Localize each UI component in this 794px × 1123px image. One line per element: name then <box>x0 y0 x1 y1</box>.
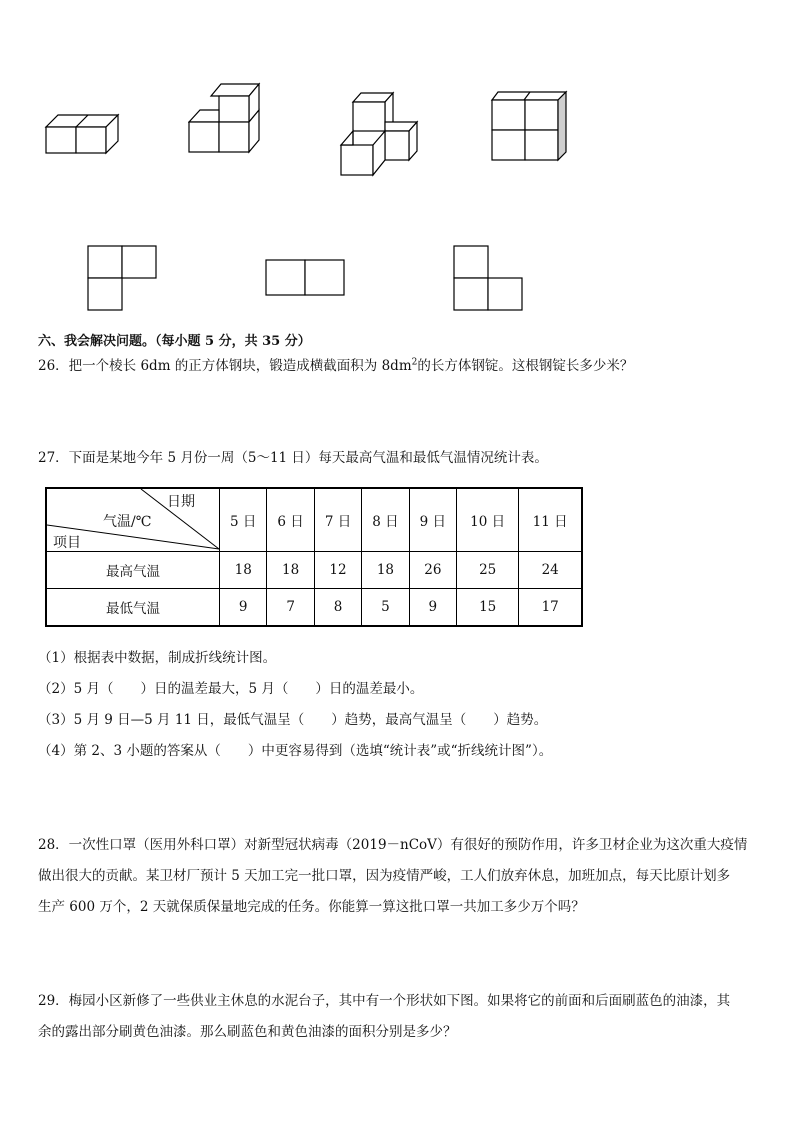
date-cell: 6 日 <box>267 488 314 552</box>
question-27-intro: 27．下面是某地今年 5 月份一周（5～11 日）每天最高气温和最低气温情况统计表。 <box>38 450 548 466</box>
question-27-sub-3: （3）5 月 9 日—5 月 11 日，最低气温呈（ ）趋势，最高气温呈（ ）趋势。 <box>38 712 548 728</box>
solid-figure-1 <box>40 110 130 160</box>
question-26 <box>38 354 633 374</box>
table-row-high <box>46 552 582 589</box>
value-cell: 12 <box>314 552 361 589</box>
header-item-label: 项目 <box>53 535 81 551</box>
date-cell: 10 日 <box>457 488 519 552</box>
value-cell: 17 <box>519 589 582 626</box>
date-cell: 8 日 <box>362 488 409 552</box>
value-cell: 26 <box>409 552 456 589</box>
solid-figure-3 <box>337 90 427 180</box>
row-label: 最低气温 <box>46 589 220 626</box>
header-date-label: 日期 <box>167 494 195 510</box>
solid-figure-4 <box>490 90 570 165</box>
value-cell: 5 <box>362 589 409 626</box>
question-28-line-3: 生产 600 万个，2 天就保质保量地完成的任务。你能算一算这批口罩一共加工多少万个吗？ <box>38 899 585 915</box>
temperature-table <box>45 487 583 627</box>
question-29-line-1: 29．梅园小区新修了一些供业主休息的水泥台子，其中有一个形状如下图。如果将它的前面和后面刷蓝色的油漆，其 <box>38 993 731 1009</box>
date-cell: 11 日 <box>519 488 582 552</box>
table-row-low <box>46 589 582 626</box>
solid-figure-2 <box>188 80 268 160</box>
row-label: 最高气温 <box>46 552 220 589</box>
table-header-row <box>46 488 582 552</box>
view-drawing-1 <box>87 245 159 311</box>
value-cell: 9 <box>220 589 267 626</box>
question-26-text-before: 26．把一个棱长 6dm 的正方体钢块，锻造成横截面积为 8dm <box>38 358 412 374</box>
question-27-sub-4: （4）第 2、3 小题的答案从（ ）中更容易得到（选填“统计表”或“折线统计图”）。 <box>38 743 553 759</box>
value-cell: 18 <box>220 552 267 589</box>
header-temperature-label: 气温/℃ <box>103 514 152 530</box>
question-26-superscript: 2 <box>411 357 418 368</box>
view-drawing-2 <box>265 258 347 298</box>
question-29-line-2: 余的露出部分刷黄色油漆。那么刷蓝色和黄色油漆的面积分别是多少？ <box>38 1024 457 1040</box>
table-diagonal-header-cell <box>46 488 220 552</box>
question-26-text-after: 的长方体钢锭。这根钢锭长多少米？ <box>417 358 634 374</box>
view-drawing-3 <box>453 245 525 311</box>
question-27-sub-1: （1）根据表中数据，制成折线统计图。 <box>38 650 277 666</box>
value-cell: 7 <box>267 589 314 626</box>
value-cell: 25 <box>457 552 519 589</box>
question-28-line-1: 28．一次性口罩（医用外科口罩）对新型冠状病毒（2019－nCoV）有很好的预防作用，许多卫材企业为这次重大疫情 <box>38 837 748 853</box>
value-cell: 9 <box>409 589 456 626</box>
value-cell: 15 <box>457 589 519 626</box>
value-cell: 8 <box>314 589 361 626</box>
value-cell: 18 <box>267 552 314 589</box>
value-cell: 24 <box>519 552 582 589</box>
date-cell: 5 日 <box>220 488 267 552</box>
date-cell: 9 日 <box>409 488 456 552</box>
date-cell: 7 日 <box>314 488 361 552</box>
question-27-sub-2: （2）5 月（ ）日的温差最大，5 月（ ）日的温差最小。 <box>38 681 424 697</box>
question-28-line-2: 做出很大的贡献。某卫材厂预计 5 天加工完一批口罩，因为疫情严峻，工人们放弃休息，加班加点，每天比原计划多 <box>38 868 731 884</box>
section-heading: 六、我会解决问题。（每小题 5 分，共 35 分） <box>38 334 311 349</box>
value-cell: 18 <box>362 552 409 589</box>
